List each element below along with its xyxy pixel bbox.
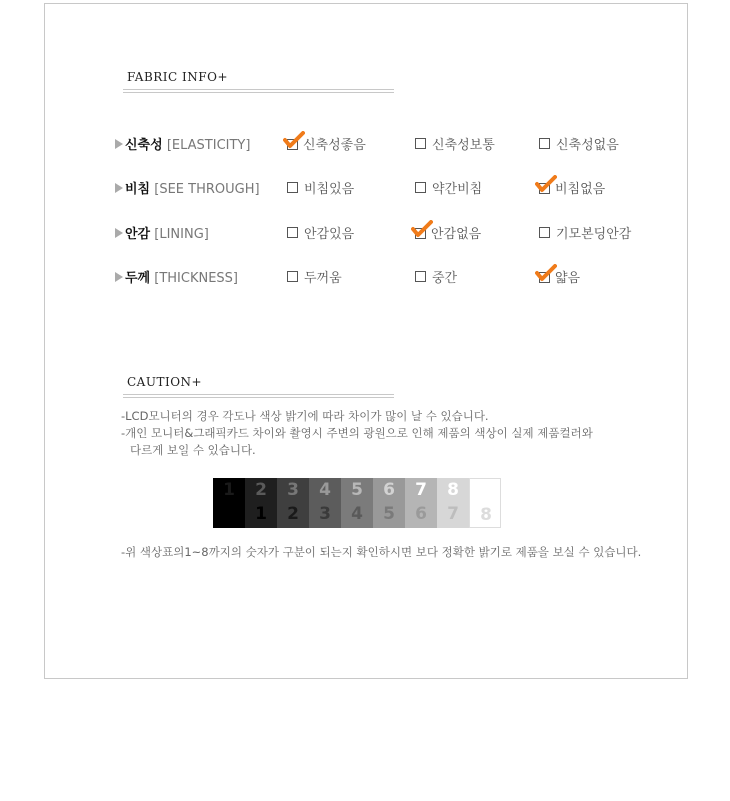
gray-scale-bottom-number: 2 [287, 504, 299, 524]
gray-scale-top-number: 2 [255, 480, 267, 500]
unchecked-checkbox[interactable] [415, 271, 426, 282]
fabric-row-label-en: [ELASTICITY] [166, 138, 251, 153]
gray-scale-top-number: 8 [447, 480, 459, 500]
checkmark-icon [535, 264, 557, 282]
checked-checkbox[interactable] [539, 272, 549, 282]
caution-title: CAUTION+ [127, 375, 203, 389]
triangle-bullet-icon [115, 183, 123, 193]
unchecked-checkbox[interactable] [415, 182, 426, 193]
fabric-option[interactable] [287, 223, 354, 242]
fabric-info-divider [123, 89, 394, 93]
caution-divider [123, 394, 394, 398]
fabric-option[interactable] [539, 134, 619, 153]
checked-checkbox[interactable] [415, 228, 425, 238]
checked-checkbox[interactable] [539, 183, 549, 193]
fabric-option-label: 비침있음 [304, 182, 355, 197]
gray-scale-cell [373, 478, 405, 528]
fabric-row-label [115, 223, 209, 242]
unchecked-checkbox[interactable] [287, 182, 298, 193]
triangle-bullet-icon [115, 228, 123, 238]
fabric-option-label: 기모본딩안감 [556, 227, 632, 242]
fabric-option-label: 신축성보통 [432, 138, 495, 153]
gray-scale-bottom-number: 8 [480, 505, 492, 525]
unchecked-checkbox[interactable] [287, 271, 298, 282]
fabric-option-label: 약간비침 [432, 182, 483, 197]
caution-line-3: 다르게 보일 수 있습니다. [130, 443, 256, 457]
fabric-option[interactable] [415, 178, 482, 197]
fabric-option[interactable] [287, 267, 342, 286]
gray-scale-top-number: 3 [287, 480, 299, 500]
fabric-row-label-ko: 두께 [125, 271, 151, 286]
checkmark-icon [411, 220, 433, 238]
fabric-row-label-ko: 안감 [125, 227, 151, 242]
fabric-option-label: 안감있음 [304, 227, 355, 242]
gray-scale-top-number: 6 [383, 480, 395, 500]
fabric-option-label: 비침없음 [555, 182, 606, 197]
gray-scale-chart [213, 478, 500, 528]
fabric-option[interactable] [539, 267, 580, 286]
fabric-option[interactable] [415, 223, 481, 242]
gray-scale-cell [341, 478, 373, 528]
fabric-row [115, 223, 675, 241]
triangle-bullet-icon [115, 272, 123, 282]
gray-scale-cell [405, 478, 437, 528]
fabric-option[interactable] [415, 134, 495, 153]
checkmark-icon [535, 175, 557, 193]
fabric-option[interactable] [415, 267, 457, 286]
unchecked-checkbox[interactable] [539, 138, 550, 149]
gray-scale-bottom-number: 7 [447, 504, 459, 524]
fabric-option[interactable] [287, 134, 366, 153]
fabric-row-label-ko: 비침 [125, 182, 151, 197]
fabric-option-label: 신축성좋음 [303, 138, 366, 153]
gray-scale-cell [245, 478, 277, 528]
fabric-option[interactable] [539, 223, 631, 242]
caution-line-1: -LCD모니터의 경우 각도나 색상 밝기에 따라 차이가 많이 날 수 있습니다. [121, 409, 489, 423]
gray-scale-bottom-number: 1 [255, 504, 267, 524]
fabric-option-label: 신축성없음 [556, 138, 619, 153]
fabric-row-label [115, 178, 260, 197]
gray-scale-top-number: 1 [223, 480, 235, 500]
checked-checkbox[interactable] [287, 139, 297, 149]
fabric-row-label-en: [SEE THROUGH] [154, 182, 260, 197]
gray-scale-bottom-number: 5 [383, 504, 395, 524]
triangle-bullet-icon [115, 139, 123, 149]
fabric-row [115, 134, 675, 152]
fabric-option[interactable] [539, 178, 605, 197]
fabric-row-label [115, 134, 250, 153]
fabric-row-label-ko: 신축성 [125, 138, 163, 153]
gray-scale-top-number: 7 [415, 480, 427, 500]
fabric-row [115, 267, 675, 285]
fabric-info-panel [44, 3, 688, 679]
gray-scale-cell [469, 478, 501, 528]
fabric-option-label: 안감없음 [431, 227, 482, 242]
gray-scale-bottom-number: 6 [415, 504, 427, 524]
gray-scale-cell [277, 478, 309, 528]
caution-line-2: -개인 모니터&그래픽카드 차이와 촬영시 주변의 광원으로 인해 제품의 색상이 실제 제품컬러와 [121, 426, 593, 440]
caution-footer: -위 색상표의1~8까지의 숫자가 구분이 되는지 확인하시면 보다 정확한 밝기로 제품을 보실 수 있습니다. [121, 545, 642, 559]
gray-scale-top-number: 5 [351, 480, 363, 500]
fabric-info-title: FABRIC INFO+ [127, 70, 228, 84]
fabric-row-label-en: [THICKNESS] [154, 271, 239, 286]
fabric-row-label-en: [LINING] [154, 227, 209, 242]
unchecked-checkbox[interactable] [287, 227, 298, 238]
gray-scale-cell [213, 478, 245, 528]
gray-scale-bottom-number: 4 [351, 504, 363, 524]
fabric-option-label: 두꺼움 [304, 271, 342, 286]
fabric-option-label: 얇음 [555, 271, 581, 286]
fabric-option-label: 중간 [432, 271, 458, 286]
unchecked-checkbox[interactable] [539, 227, 550, 238]
fabric-option[interactable] [287, 178, 354, 197]
unchecked-checkbox[interactable] [415, 138, 426, 149]
gray-scale-top-number: 4 [319, 480, 331, 500]
fabric-row-label [115, 267, 238, 286]
gray-scale-cell [437, 478, 469, 528]
gray-scale-bottom-number: 3 [319, 504, 331, 524]
fabric-row [115, 178, 675, 196]
checkmark-icon [283, 131, 305, 149]
gray-scale-cell [309, 478, 341, 528]
